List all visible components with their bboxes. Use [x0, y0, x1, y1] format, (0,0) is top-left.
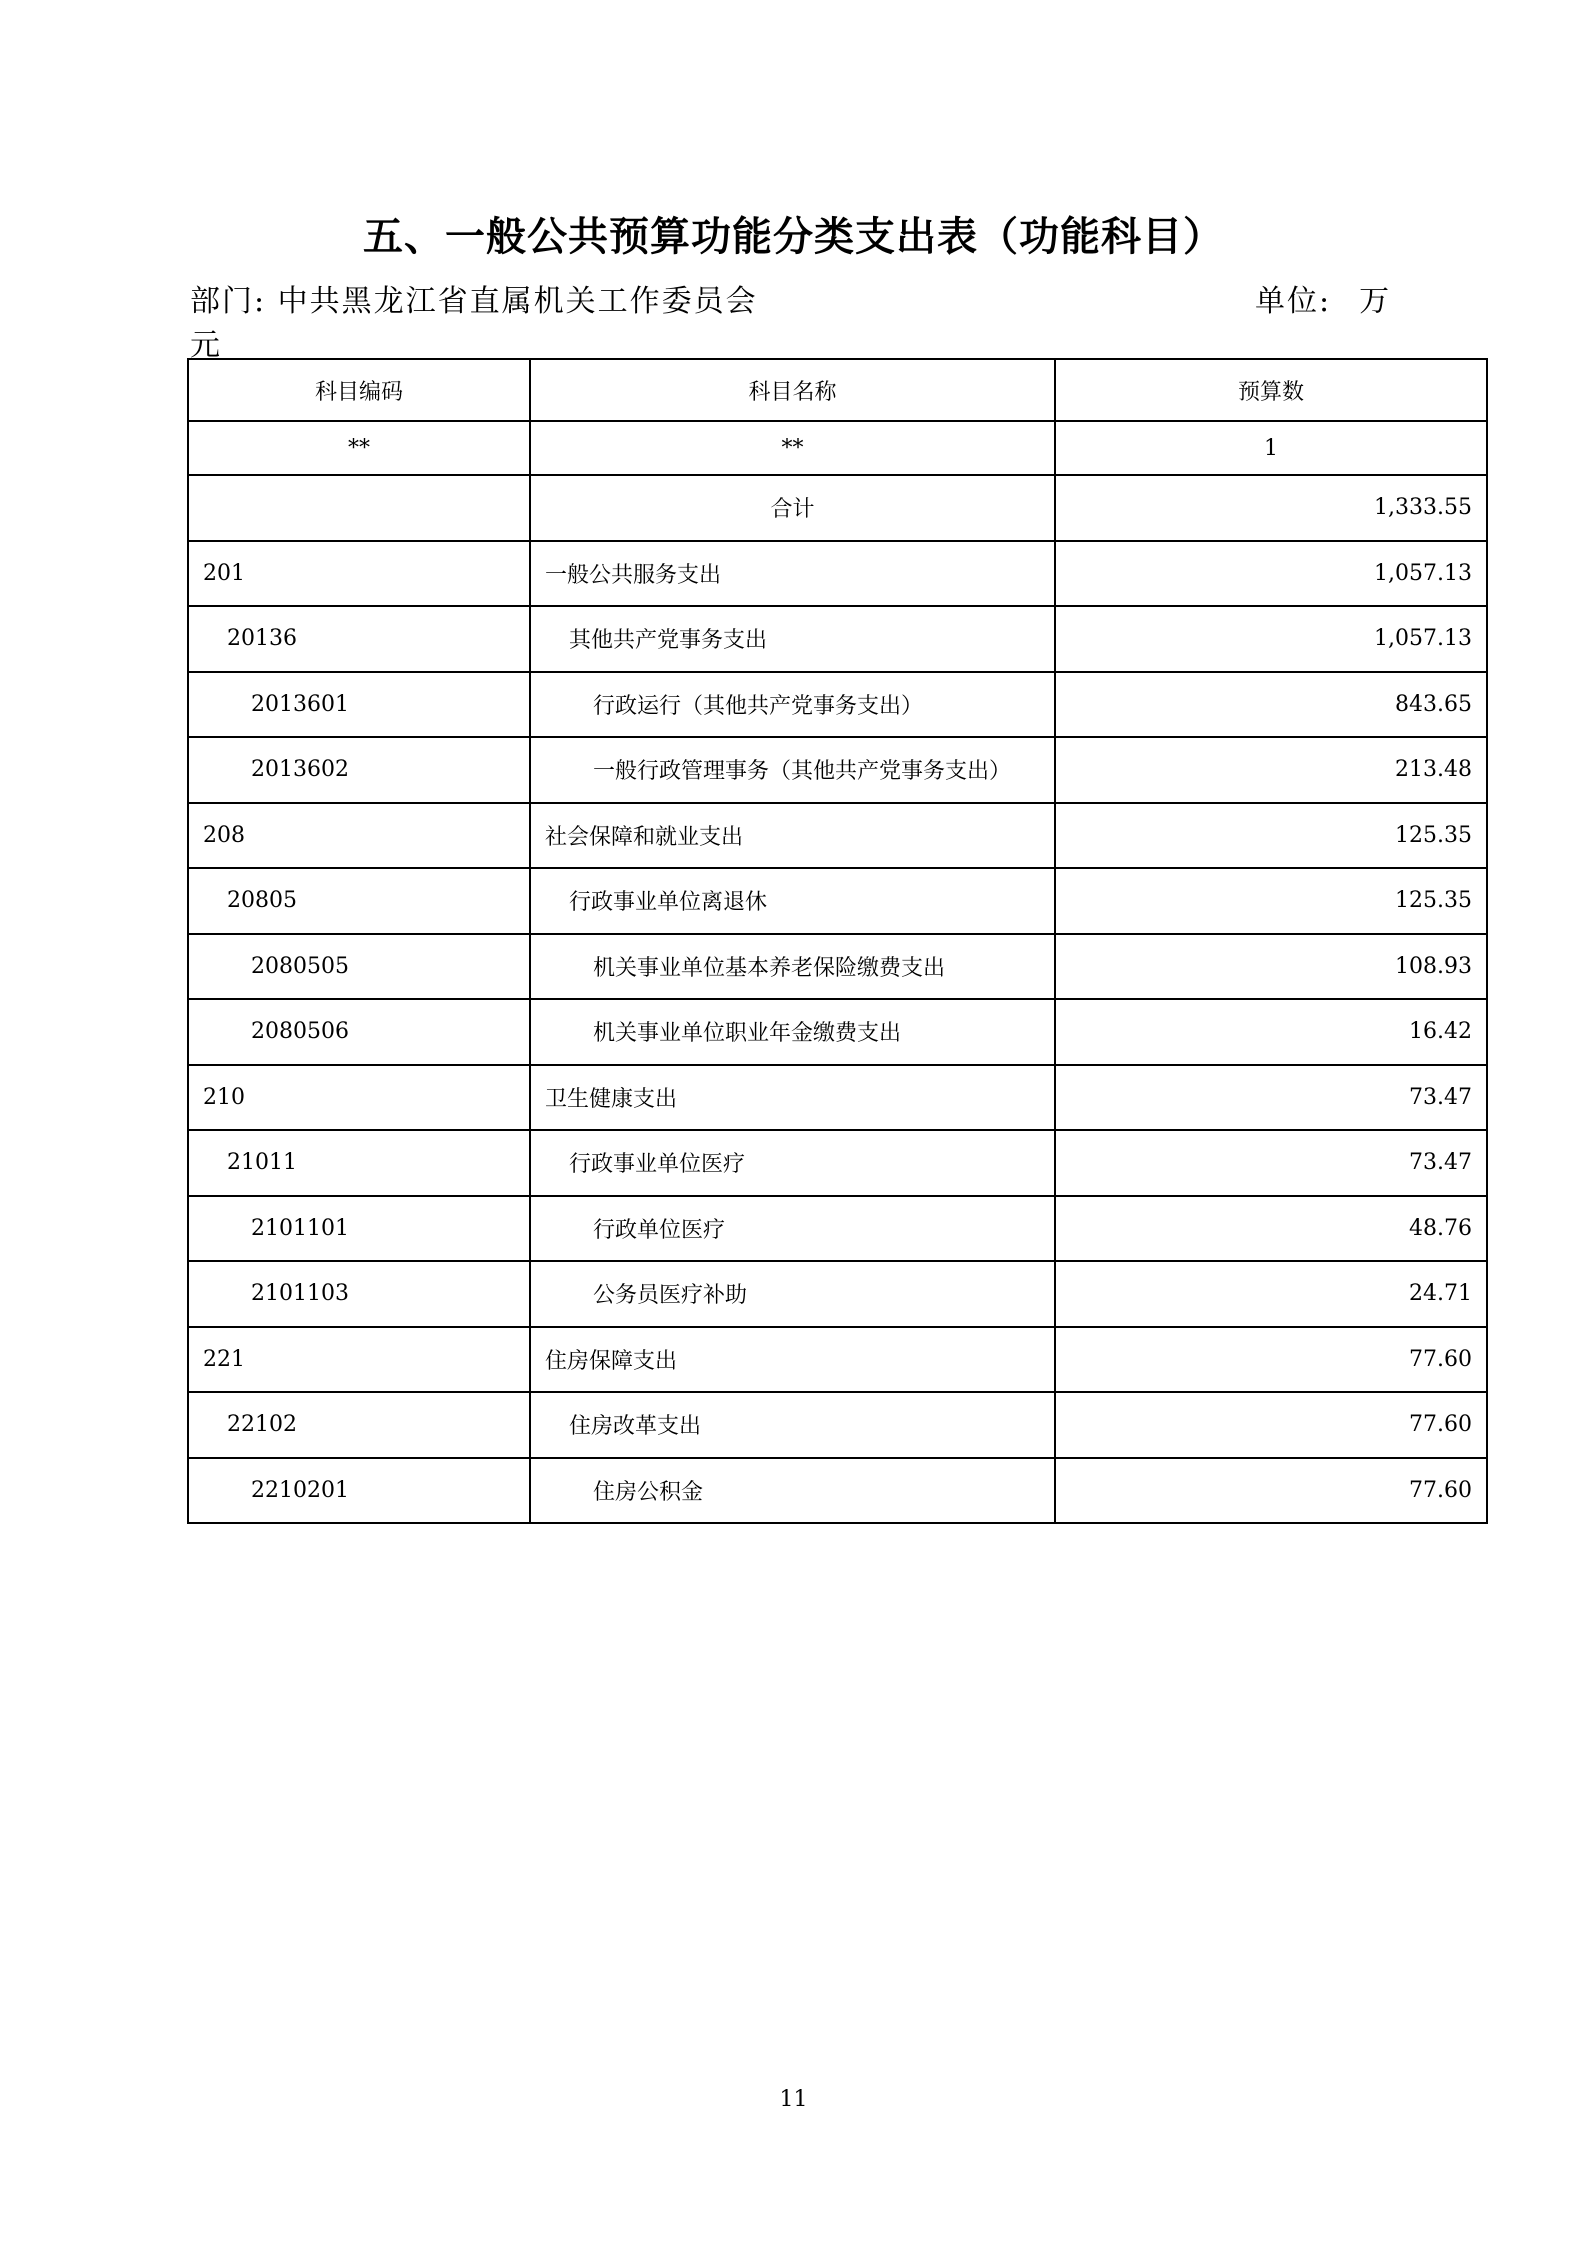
table-index-row [188, 421, 1487, 475]
header-name: 科目名称 [530, 359, 1055, 421]
table-row [188, 1130, 1487, 1196]
table-row [188, 1261, 1487, 1327]
row-code: 2210201 [188, 1458, 530, 1524]
row-value: 843.65 [1055, 672, 1487, 738]
row-code: 2013601 [188, 672, 530, 738]
row-code: 2080505 [188, 934, 530, 1000]
table-row [188, 541, 1487, 607]
row-name: 住房改革支出 [530, 1392, 1055, 1458]
row-value: 16.42 [1055, 999, 1487, 1065]
row-name: 一般行政管理事务（其他共产党事务支出） [530, 737, 1055, 803]
row-name: 住房保障支出 [530, 1327, 1055, 1393]
row-code: 2013602 [188, 737, 530, 803]
header-code: 科目编码 [188, 359, 530, 421]
budget-table [187, 358, 1488, 1524]
row-code: 210 [188, 1065, 530, 1131]
total-value: 1,333.55 [1055, 475, 1487, 541]
row-code: 2101103 [188, 1261, 530, 1327]
row-name: 行政单位医疗 [530, 1196, 1055, 1262]
row-code: 201 [188, 541, 530, 607]
row-code: 22102 [188, 1392, 530, 1458]
row-name: 行政运行（其他共产党事务支出） [530, 672, 1055, 738]
header-budget: 预算数 [1055, 359, 1487, 421]
row-code: 21011 [188, 1130, 530, 1196]
table-row [188, 1065, 1487, 1131]
row-name: 行政事业单位医疗 [530, 1130, 1055, 1196]
table-row [188, 606, 1487, 672]
total-code-cell [188, 475, 530, 541]
table-row [188, 737, 1487, 803]
table-header-row [188, 359, 1487, 421]
row-value: 73.47 [1055, 1130, 1487, 1196]
row-code: 221 [188, 1327, 530, 1393]
unit-label: 单位: [1255, 284, 1332, 319]
unit-value-part2: 元 [190, 328, 220, 363]
table-total-row [188, 475, 1487, 541]
page-number: 11 [779, 2087, 808, 2112]
table-row [188, 934, 1487, 1000]
table-row [188, 1327, 1487, 1393]
table-row [188, 672, 1487, 738]
row-code: 2101101 [188, 1196, 530, 1262]
row-value: 48.76 [1055, 1196, 1487, 1262]
row-code: 208 [188, 803, 530, 869]
table-row [188, 803, 1487, 869]
row-name: 公务员医疗补助 [530, 1261, 1055, 1327]
row-value: 213.48 [1055, 737, 1487, 803]
row-value: 73.47 [1055, 1065, 1487, 1131]
table-row [188, 1196, 1487, 1262]
row-name: 其他共产党事务支出 [530, 606, 1055, 672]
table-row [188, 1458, 1487, 1524]
unit-value-part1: 万 [1359, 284, 1392, 319]
table-row [188, 868, 1487, 934]
row-name: 机关事业单位基本养老保险缴费支出 [530, 934, 1055, 1000]
row-value: 24.71 [1055, 1261, 1487, 1327]
row-code: 20136 [188, 606, 530, 672]
department-label: 部门: 中共黑龙江省直属机关工作委员会 [190, 284, 758, 319]
row-name: 行政事业单位离退休 [530, 868, 1055, 934]
total-label: 合计 [530, 475, 1055, 541]
unit-label-group [1255, 276, 1391, 320]
row-code: 2080506 [188, 999, 530, 1065]
row-name: 卫生健康支出 [530, 1065, 1055, 1131]
index-code: ** [188, 421, 530, 475]
table-row [188, 999, 1487, 1065]
table-row [188, 1392, 1487, 1458]
row-value: 1,057.13 [1055, 541, 1487, 607]
index-name: ** [530, 421, 1055, 475]
row-value: 108.93 [1055, 934, 1487, 1000]
row-value: 77.60 [1055, 1392, 1487, 1458]
row-value: 125.35 [1055, 803, 1487, 869]
row-value: 125.35 [1055, 868, 1487, 934]
row-name: 机关事业单位职业年金缴费支出 [530, 999, 1055, 1065]
row-name: 住房公积金 [530, 1458, 1055, 1524]
row-name: 一般公共服务支出 [530, 541, 1055, 607]
row-name: 社会保障和就业支出 [530, 803, 1055, 869]
page-title: 五、一般公共预算功能分类支出表（功能科目） [363, 214, 1224, 260]
row-value: 77.60 [1055, 1327, 1487, 1393]
row-value: 1,057.13 [1055, 606, 1487, 672]
row-value: 77.60 [1055, 1458, 1487, 1524]
index-budget: 1 [1055, 421, 1487, 475]
row-code: 20805 [188, 868, 530, 934]
